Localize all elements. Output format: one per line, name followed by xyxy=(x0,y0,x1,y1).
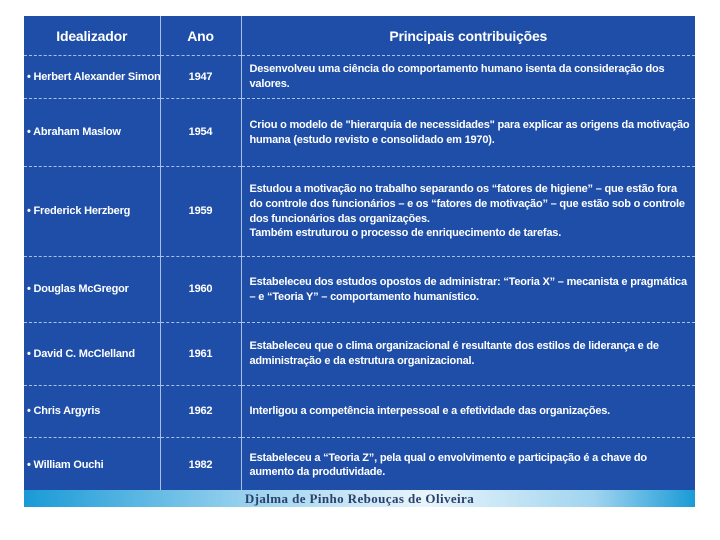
contribution-text: Estudou a motivação no trabalho separando os “fatores de higiene” – que estão fora do controle dos funcionários – e os “fatores de motivação” – que estão sob o controle dos funcionários das organizações. xyxy=(249,183,685,225)
contribution-text: Estabeleceu dos estudos opostos de administrar: “Teoria X” – mecanista e pragmática – e “Teoria Y” – comportamento humanístico. xyxy=(249,275,687,303)
year-cell: 1962 xyxy=(160,386,241,438)
idealizador-cell: • Frederick Herzberg xyxy=(27,205,131,218)
table-row xyxy=(24,386,695,438)
table-row xyxy=(24,99,695,167)
table-row xyxy=(24,323,695,386)
contribution-text: Criou o modelo de "hierarquia de necessidades" para explicar as origens da motivação humana (estudo revisto e consolidado em 1970). xyxy=(249,118,690,146)
header-idealizador: Idealizador xyxy=(56,27,128,44)
idealizador-cell: • Herbert Alexander Simon xyxy=(27,70,161,83)
table-row xyxy=(24,257,695,323)
slide xyxy=(24,16,695,507)
table-row xyxy=(24,438,695,493)
contribution-cell xyxy=(241,386,695,438)
contribution-cell xyxy=(241,323,695,386)
idealizador-cell: • Douglas McGregor xyxy=(27,283,129,296)
year-cell: 1954 xyxy=(160,99,241,167)
year-cell: 1959 xyxy=(160,167,241,257)
contribution-cell xyxy=(241,167,695,257)
contribution-cell xyxy=(241,438,695,493)
footer-bar xyxy=(24,490,695,507)
header-row xyxy=(24,16,695,56)
table-row xyxy=(24,167,695,257)
contribution-text: Estabeleceu a “Teoria Z”, pela qual o envolvimento e participação é a chave do aumento da produtividade. xyxy=(249,451,647,479)
idealizador-cell: • Abraham Maslow xyxy=(27,126,121,139)
year-cell: 1960 xyxy=(160,257,241,323)
contribution-cell xyxy=(241,56,695,99)
table-row xyxy=(24,56,695,99)
footer-author: Djalma de Pinho Rebouças de Oliveira xyxy=(244,491,475,506)
contributions-table xyxy=(24,16,695,493)
contribution-text: Também estruturou o processo de enriquecimento de tarefas. xyxy=(249,227,562,240)
idealizador-cell: • William Ouchi xyxy=(27,458,104,471)
header-contribuicoes: Principais contribuições xyxy=(241,16,695,56)
header-ano: Ano xyxy=(160,16,241,56)
idealizador-cell: • David C. McClelland xyxy=(27,347,135,360)
idealizador-cell: • Chris Argyris xyxy=(27,405,101,418)
year-cell: 1982 xyxy=(160,438,241,493)
contribution-cell xyxy=(241,99,695,167)
contribution-text: Desenvolveu uma ciência do comportamento humano isenta da consideração dos valores. xyxy=(249,63,665,90)
contribution-text: Interligou a competência interpessoal e a efetividade das organizações. xyxy=(249,405,611,418)
year-cell: 1961 xyxy=(160,323,241,386)
year-cell: 1947 xyxy=(160,56,241,99)
contribution-cell xyxy=(241,257,695,323)
contribution-text: Estabeleceu que o clima organizacional é resultante dos estilos de liderança e de administração e da estrutura organizacional. xyxy=(249,340,659,367)
